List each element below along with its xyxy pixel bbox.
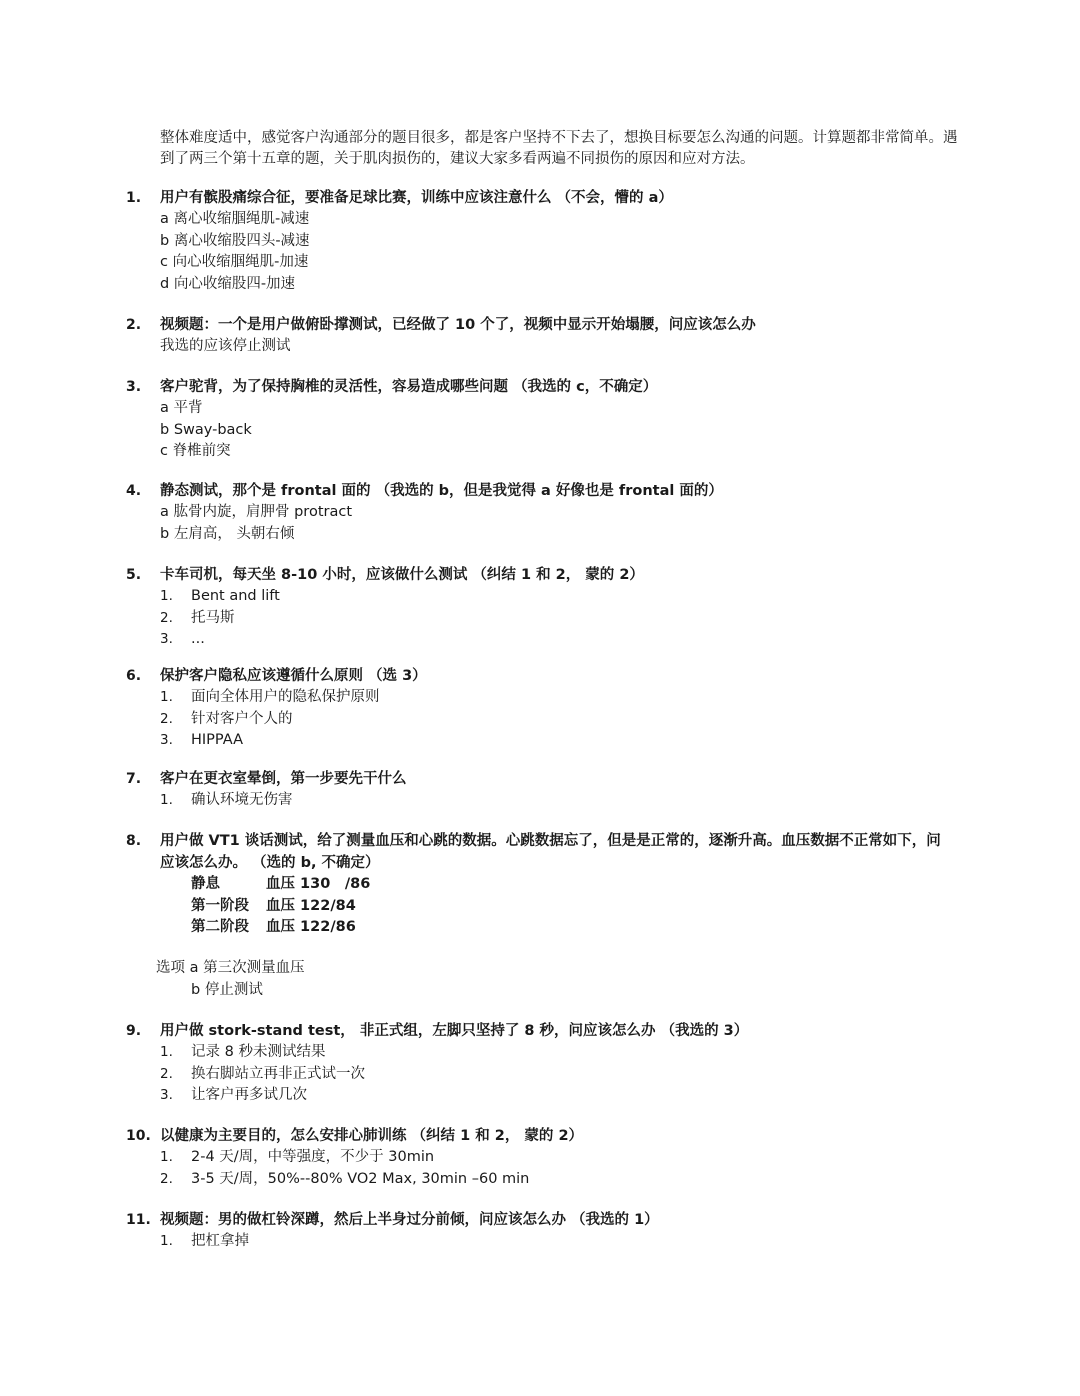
item-number: 1. <box>160 689 173 705</box>
intro-paragraph: 整体难度适中，感觉客户沟通部分的题目很多，都是客户坚持不下去了，想换目标要怎么沟通的问题。计算题都非常简单。遇到了两三个第十五章的题，关于肌肉损伤的，建议大家多看两遍不同损伤的原因和应对方法。 <box>160 130 958 167</box>
question-number: 2. <box>126 317 142 333</box>
item-text: 确认环境无伤害 <box>191 792 293 808</box>
question-number: 7. <box>126 771 142 787</box>
bp-stage: 第一阶段 <box>191 897 249 914</box>
option-line: d 向心收缩股四-加速 <box>160 275 296 292</box>
question-number: 8. <box>126 833 142 849</box>
option-line: a 肱骨内旋，肩胛骨 protract <box>160 504 353 520</box>
question-text: 静态测试，那个是 frontal 面的 （我选的 b，但是我觉得 a 好像也是 frontal 面的） <box>160 483 723 499</box>
question-number: 1. <box>126 190 142 206</box>
question-text: 用户有髌股痛综合征，要准备足球比赛，训练中应该注意什么 （不会，懵的 a） <box>160 190 673 206</box>
list-item <box>160 709 950 731</box>
item-number: 2. <box>160 609 173 626</box>
item-number: 1. <box>160 1044 173 1060</box>
bp-row <box>160 896 950 918</box>
option-line: c 向心收缩腘绳肌-加速 <box>160 254 309 270</box>
question-text: 用户做 VT1 谈话测试，给了测量血压和心跳的数据。心跳数据忘了，但是是正常的，逐渐升高。血压数据不正常如下，问应该怎么办。 （选的 b, 不确定） <box>160 833 941 871</box>
item-text: HIPPAA <box>191 732 243 748</box>
question-text: 以健康为主要目的，怎么安排心肺训练 （纠结 1 和 2， 蒙的 2） <box>160 1128 584 1144</box>
question-number: 10. <box>126 1128 151 1144</box>
option-line: a 平背 <box>160 400 203 416</box>
answer-options <box>156 958 946 1001</box>
list-item <box>160 586 950 608</box>
answer-options <box>160 398 950 463</box>
item-number: 1. <box>160 588 173 604</box>
item-text: Bent and lift <box>191 588 280 604</box>
question-number: 11. <box>126 1212 151 1228</box>
bp-value: 血压 122/86 <box>266 919 356 935</box>
bp-row <box>160 874 950 896</box>
option-line: 选项 a 第三次测量血压 <box>156 960 305 976</box>
list-item <box>160 629 950 651</box>
numbered-options <box>160 586 950 651</box>
question-number: 3. <box>126 379 142 395</box>
item-text: 托马斯 <box>191 609 235 626</box>
list-item <box>160 1085 950 1107</box>
item-text: ... <box>191 631 205 647</box>
item-text: 面向全体用户的隐私保护原则 <box>191 689 380 705</box>
question-number: 5. <box>126 567 142 583</box>
question-number: 9. <box>126 1023 142 1039</box>
answer-options <box>160 209 950 295</box>
question-text: 视频题：男的做杠铃深蹲，然后上半身过分前倾，问应该怎么办 （我选的 1） <box>160 1212 659 1228</box>
bp-value: 血压 130 /86 <box>266 876 371 892</box>
item-number: 3. <box>160 631 173 647</box>
item-number: 3. <box>160 732 173 748</box>
question-text: 保护客户隐私应该遵循什么原则 （选 3） <box>160 668 427 684</box>
list-item <box>160 687 950 709</box>
numbered-options <box>160 1147 950 1190</box>
question-text: 客户驼背，为了保持胸椎的灵活性，容易造成哪些问题 （我选的 c，不确定） <box>160 379 658 395</box>
option-line: b 离心收缩股四头-减速 <box>160 232 310 249</box>
numbered-options <box>160 790 950 812</box>
item-text: 3-5 天/周，50%--80% VO2 Max, 30min –60 min <box>191 1170 530 1187</box>
blood-pressure-table <box>160 874 950 939</box>
bp-stage: 静息 <box>191 876 220 892</box>
numbered-options <box>160 687 950 752</box>
list-item <box>160 608 950 630</box>
question-text: 卡车司机，每天坐 8-10 小时，应该做什么测试 （纠结 1 和 2， 蒙的 2） <box>160 567 644 583</box>
answer-options <box>160 336 950 358</box>
question-text: 客户在更衣室晕倒，第一步要先干什么 <box>160 771 407 787</box>
bp-row <box>160 917 950 939</box>
answer-options <box>160 502 950 545</box>
list-item <box>160 1042 950 1064</box>
item-text: 换右脚站立再非正式试一次 <box>191 1065 365 1082</box>
item-number: 2. <box>160 1065 173 1082</box>
list-item <box>160 730 950 752</box>
bp-stage: 第二阶段 <box>191 919 249 935</box>
item-text: 把杠拿掉 <box>191 1233 249 1249</box>
list-item <box>160 1231 950 1253</box>
option-line: a 离心收缩腘绳肌-减速 <box>160 211 310 227</box>
item-text: 记录 8 秒未测试结果 <box>191 1044 326 1060</box>
item-text: 2-4 天/周，中等强度，不少于 30min <box>191 1149 435 1165</box>
item-text: 针对客户个人的 <box>191 710 293 727</box>
item-number: 2. <box>160 1170 173 1187</box>
list-item <box>160 790 950 812</box>
item-number: 3. <box>160 1087 173 1103</box>
item-number: 1. <box>160 792 173 808</box>
option-line: b 停止测试 <box>191 981 263 998</box>
question-text: 视频题：一个是用户做俯卧撑测试，已经做了 10 个了，视频中显示开始塌腰，问应该怎么办 <box>160 317 756 333</box>
option-line: b Sway-back <box>160 421 252 438</box>
option-line: c 脊椎前突 <box>160 443 231 459</box>
list-item <box>160 1064 950 1086</box>
question-text: 用户做 stork-stand test， 非正式组，左脚只坚持了 8 秒，问应该怎么办 （我选的 3） <box>160 1023 749 1039</box>
numbered-options <box>160 1231 950 1253</box>
bp-value: 血压 122/84 <box>266 897 356 914</box>
question-number: 4. <box>126 483 142 499</box>
item-text: 让客户再多试几次 <box>191 1087 307 1103</box>
question-number: 6. <box>126 668 142 684</box>
list-item <box>160 1169 950 1191</box>
item-number: 1. <box>160 1233 173 1249</box>
answer-line: 我选的应该停止测试 <box>160 338 291 354</box>
item-number: 2. <box>160 710 173 727</box>
option-line: b 左肩高， 头朝右倾 <box>160 525 295 542</box>
numbered-options <box>160 1042 950 1107</box>
item-number: 1. <box>160 1149 173 1165</box>
list-item <box>160 1147 950 1169</box>
